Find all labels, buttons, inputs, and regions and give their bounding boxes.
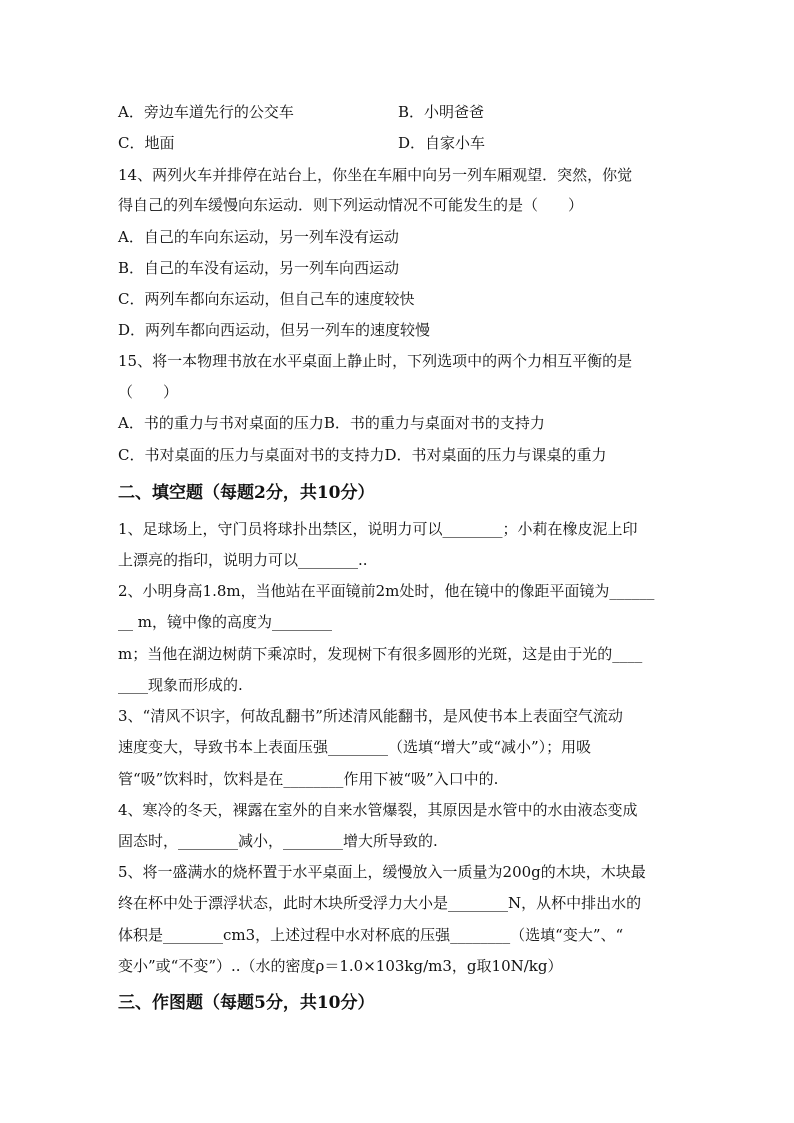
q14-stem-line1: 14、两列火车并排停在站台上，你坐在车厢中向另一列车厢观望．突然，你觉 <box>118 166 633 184</box>
q13-option-c: C．地面 <box>118 134 175 152</box>
fill2-line3: m；当他在湖边树荫下乘凉时，发现树下有很多圆形的光斑，这是由于光的____ <box>118 645 643 663</box>
q14-option-d: D．两列车都向西运动，但另一列车的速度较慢 <box>118 321 431 339</box>
fill3-line2: 速度变大，导致书本上表面压强________（选填“增大”或“减小”）；用吸 <box>118 738 592 756</box>
q13-option-a: A．旁边车道先行的公交车 <box>118 103 294 121</box>
fill2-line1: 2、小明身高1.8m，当他站在平面镜前2m处时，他在镜中的像距平面镜为______ <box>118 582 655 600</box>
q14-stem-line2: 得自己的列车缓慢向东运动．则下列运动情况不可能发生的是（ ） <box>118 196 584 214</box>
fill5-line3: 体积是________cm3，上述过程中水对杯底的压强________（选填“变大”、“ <box>118 926 624 944</box>
fill4-line1: 4、寒冷的冬天，裸露在室外的自来水管爆裂，其原因是水管中的水由液态变成 <box>118 801 638 819</box>
q15-stem-line1: 15、将一本物理书放在水平桌面上静止时，下列选项中的两个力相互平衡的是 <box>118 352 633 370</box>
q15-stem-line2: （ ） <box>118 383 179 401</box>
q14-option-a: A．自己的车向东运动，另一列车没有运动 <box>118 228 399 246</box>
fill5-line2: 终在杯中处于漂浮状态，此时木块所受浮力大小是________N，从杯中排出水的 <box>118 894 642 912</box>
section3-title: 三、作图题（每题5分，共10分） <box>118 993 375 1013</box>
q13-option-b: B．小明爸爸 <box>398 103 485 121</box>
fill3-line1: 3、“清风不识字，何故乱翻书”所述清风能翻书，是风使书本上表面空气流动 <box>118 707 623 725</box>
fill2-line2: __ m，镜中像的高度为________ <box>118 613 332 631</box>
fill5-line1: 5、将一盛满水的烧杯置于水平桌面上，缓慢放入一质量为200g的木块，木块最 <box>118 863 646 881</box>
q14-option-b: B．自己的车没有运动，另一列车向西运动 <box>118 259 400 277</box>
fill3-line3: 管“吸”饮料时，饮料是在________作用下被“吸”入口中的. <box>118 770 499 788</box>
fill2-line4: ____现象而形成的. <box>118 676 243 694</box>
fill4-line2: 固态时，________减小，________增大所导致的. <box>118 832 438 850</box>
q13-option-d: D．自家小车 <box>398 134 486 152</box>
fill1-line1: 1、足球场上，守门员将球扑出禁区，说明力可以________；小莉在橡皮泥上印 <box>118 520 638 538</box>
fill5-line4: 变小”或“不变”）..（水的密度ρ＝1.0×103kg/m3，g取10N/kg） <box>118 957 563 975</box>
q14-option-c: C．两列车都向东运动，但自己车的速度较快 <box>118 290 415 308</box>
section2-title: 二、填空题（每题2分，共10分） <box>118 483 375 503</box>
q15-options-cd: C．书对桌面的压力与桌面对书的支持力D．书对桌面的压力与课桌的重力 <box>118 446 607 464</box>
q15-options-ab: A．书的重力与书对桌面的压力B．书的重力与桌面对书的支持力 <box>118 414 545 432</box>
fill1-line2: 上漂亮的指印，说明力可以________.. <box>118 551 368 569</box>
